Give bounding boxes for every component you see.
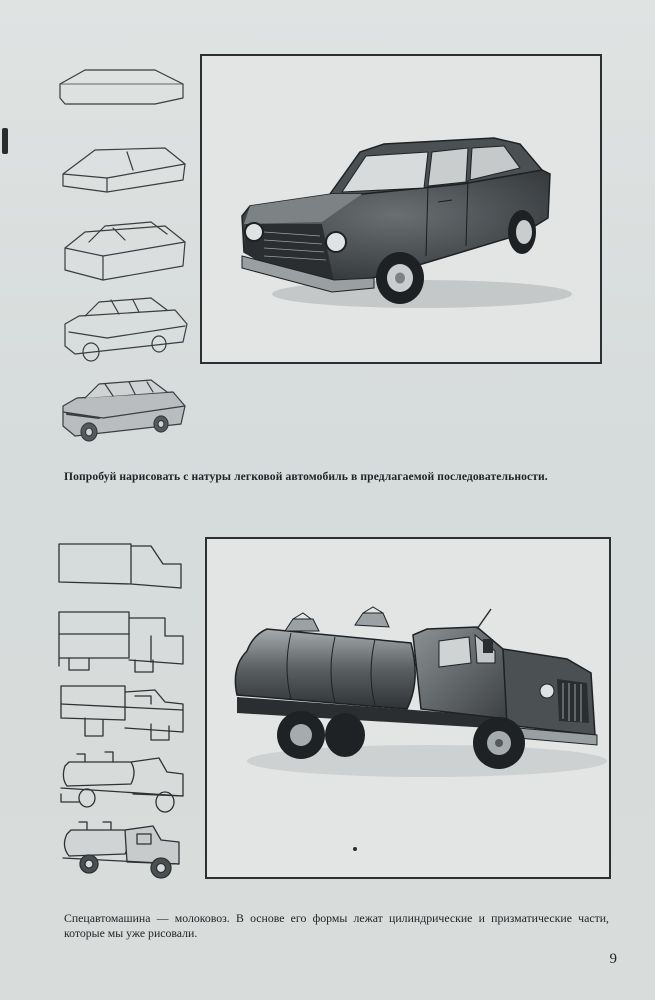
car-step-3-sketch (65, 222, 185, 280)
car-caption: Попробуй нарисовать с натуры легковой автомобиль в предлагаемой последовательности. (64, 470, 548, 483)
truck-construction-steps (55, 540, 195, 880)
page-number: 9 (609, 951, 617, 967)
truck-step-3-sketch (61, 686, 183, 740)
truck-step-2-sketch (59, 612, 183, 672)
car-step-5-sketch (63, 380, 185, 441)
binding-mark (2, 128, 8, 154)
truck-step-5-sketch (63, 822, 179, 878)
car-illustration (202, 56, 600, 362)
car-step-1-sketch (60, 70, 183, 104)
car-construction-steps (55, 62, 195, 447)
tanker-truck-illustration (207, 539, 609, 877)
truck-step-1-sketch (59, 544, 181, 588)
car-step-2-sketch (63, 148, 185, 192)
car-step-4-sketch (65, 298, 187, 361)
truck-step-4-sketch (61, 752, 183, 812)
car-drawing-frame (200, 54, 602, 364)
truck-caption: Спецавтомашина — молоковоз. В основе его формы лежат цилиндрические и призматические части, которые мы уже рисовали. (64, 911, 609, 940)
truck-drawing-frame (205, 537, 611, 879)
